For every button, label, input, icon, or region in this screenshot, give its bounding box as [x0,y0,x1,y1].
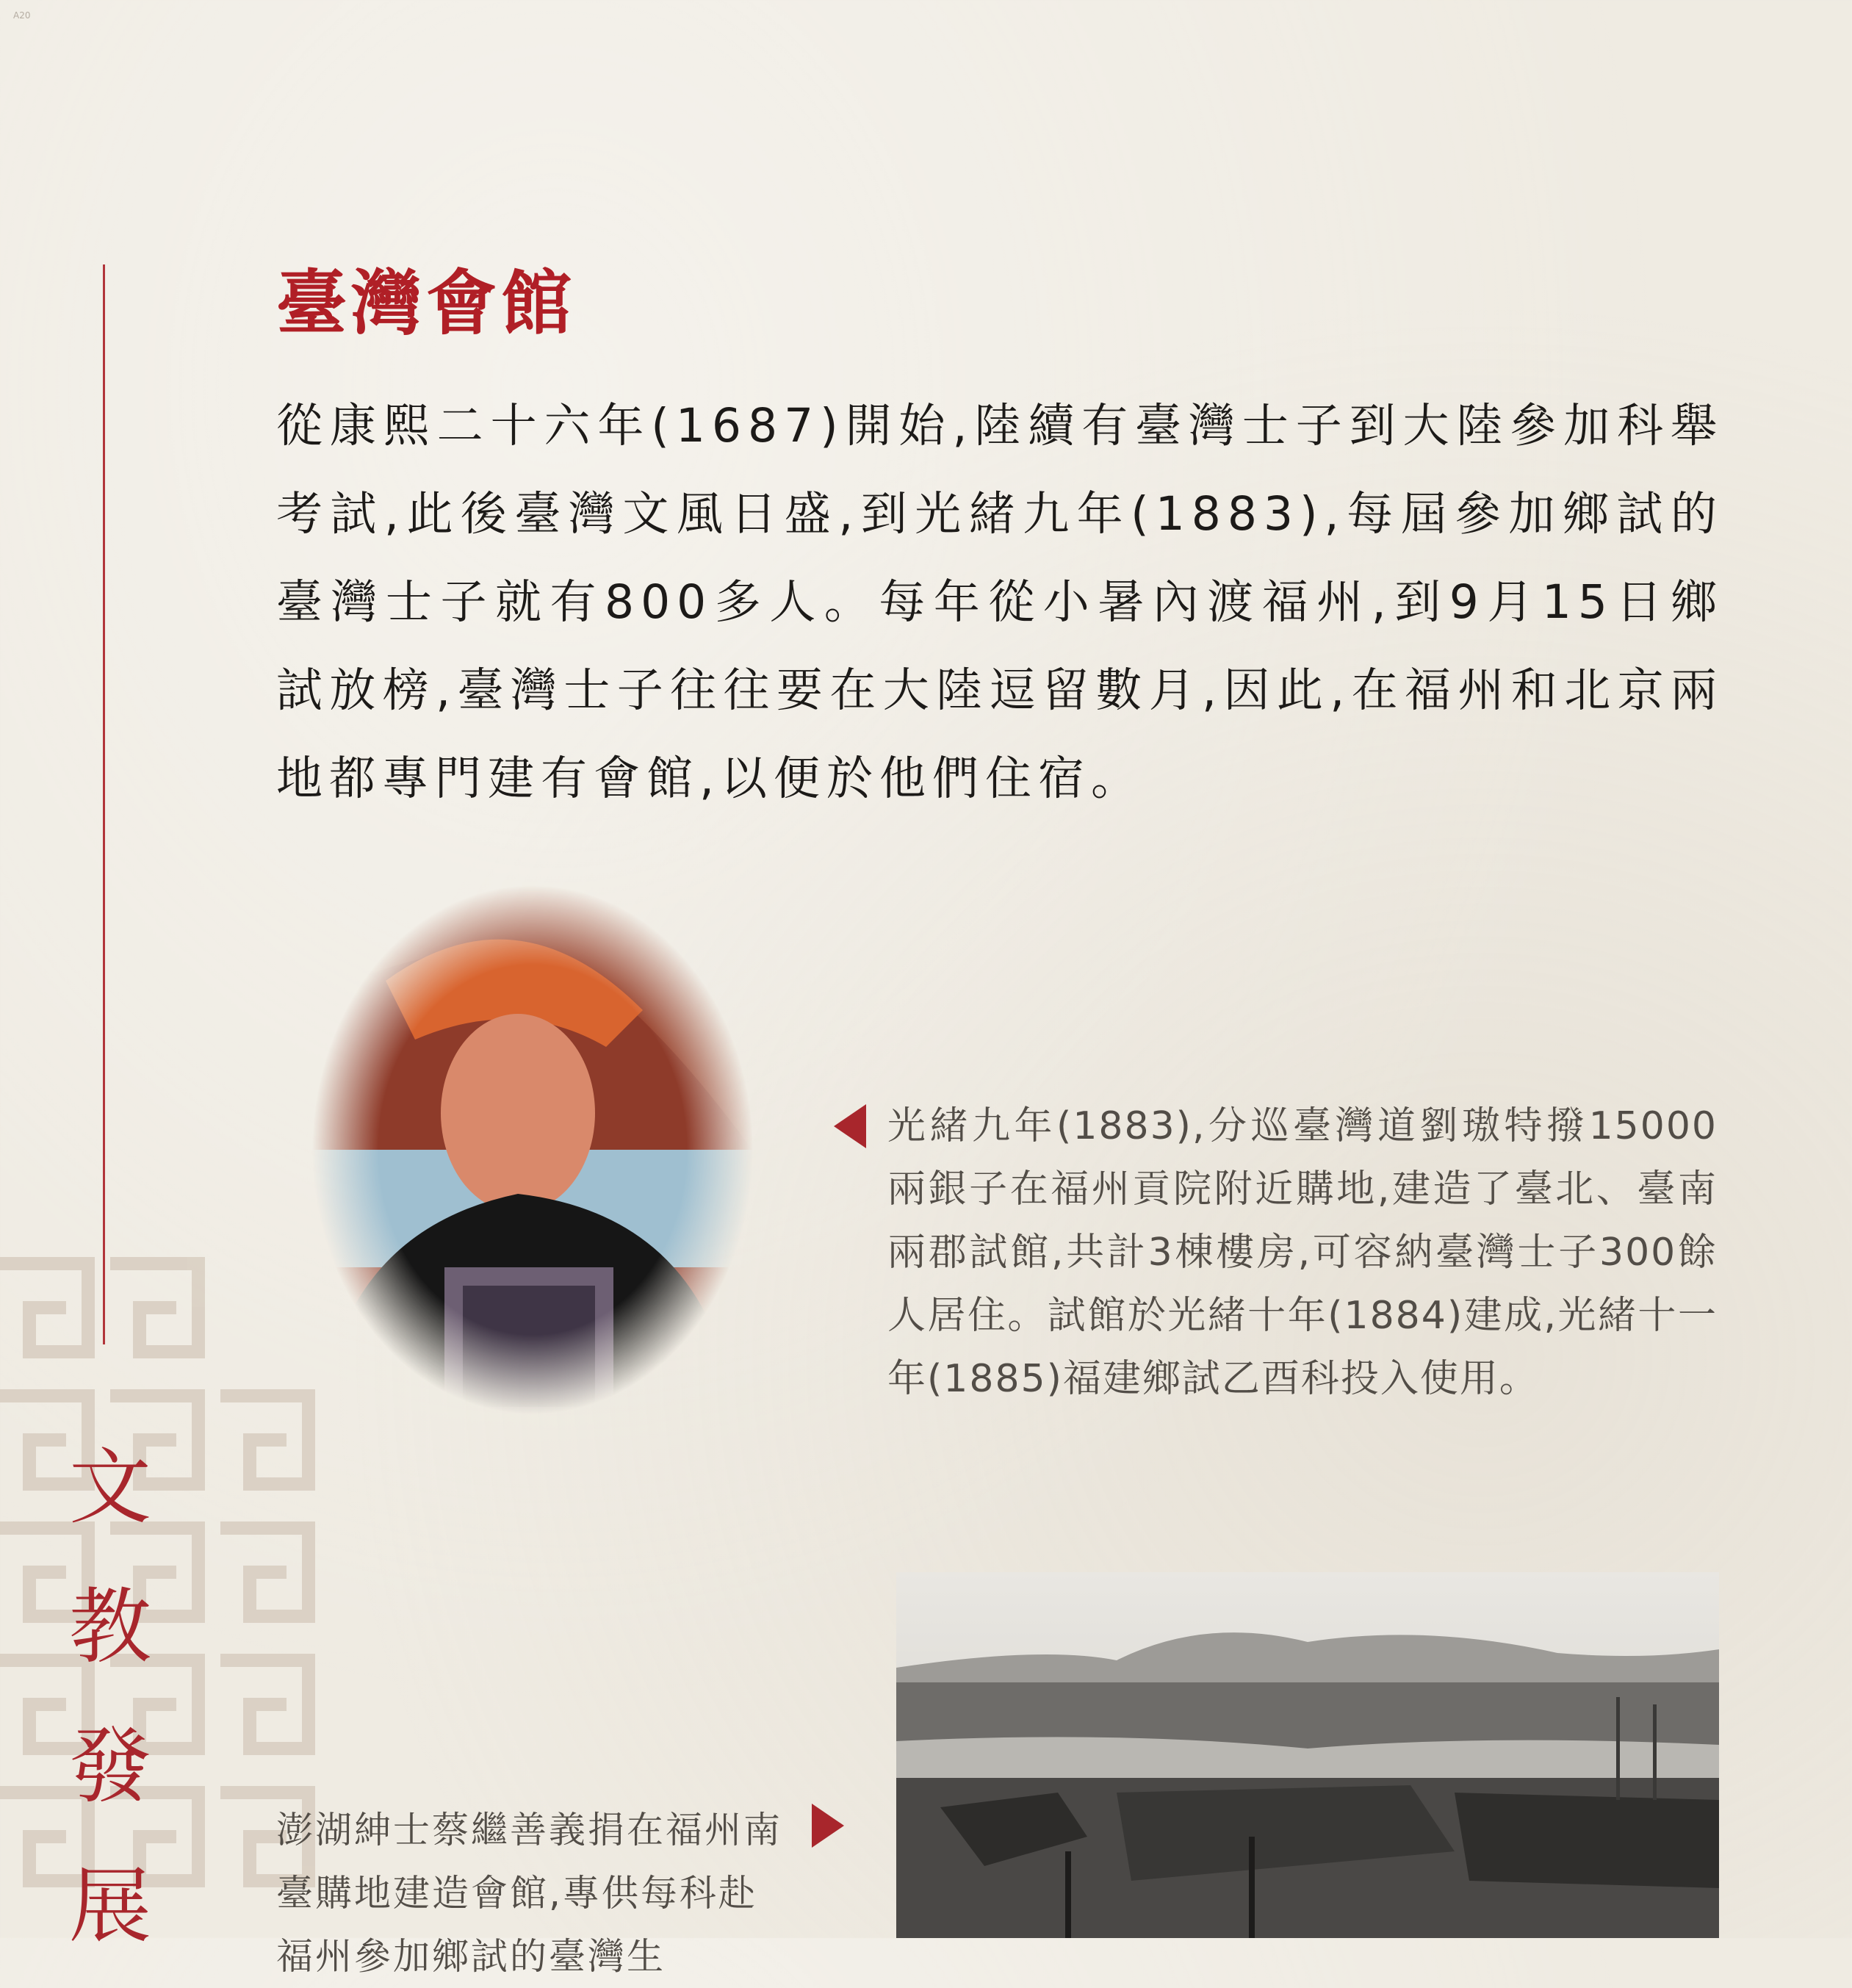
side-title-char: 文 [69,1440,151,1535]
page-code: A20 [13,10,31,21]
side-title-char: 發 [69,1719,151,1815]
side-title-char: 教 [69,1580,151,1675]
caption-pointer-left [834,1104,866,1148]
fret-pattern-decoration [0,1234,323,1938]
caption-pointer-right [812,1804,844,1848]
historical-photo-image [896,1572,1719,1938]
portrait-caption: 光緒九年(1883),分巡臺灣道劉璈特撥15000兩銀子在福州貢院附近購地,建造了臺北、臺南兩郡試館,共計3棟樓房,可容納臺灣士子300餘人居住。試館於光緒十年(1884)建成,光緒十一年(1885)福建鄉試乙酉科投入使用。 [887,1104,1718,1401]
decorative-vertical-rule [103,264,105,1344]
portrait-image [298,878,768,1422]
side-title-char: 展 [69,1859,151,1954]
section-body: 從康熙二十六年(1687)開始,陸續有臺灣士子到大陸參加科舉考試,此後臺灣文風日盛,到光緒九年(1883),每屆參加鄉試的臺灣士子就有800多人。每年從小暑內渡福州,到9月15日鄉試放榜,臺灣士子往往要在大陸逗留數月,因此,在福州和北京兩地都專門建有會館,以便於他們住宿。 [276,399,1723,805]
section-title: 臺灣會館 [276,262,576,345]
photo-caption: 澎湖紳士蔡繼善義捐在福州南臺購地建造會館,專供每科赴福州參加鄉試的臺灣生 [276,1809,782,1978]
side-title [59,1418,162,1976]
